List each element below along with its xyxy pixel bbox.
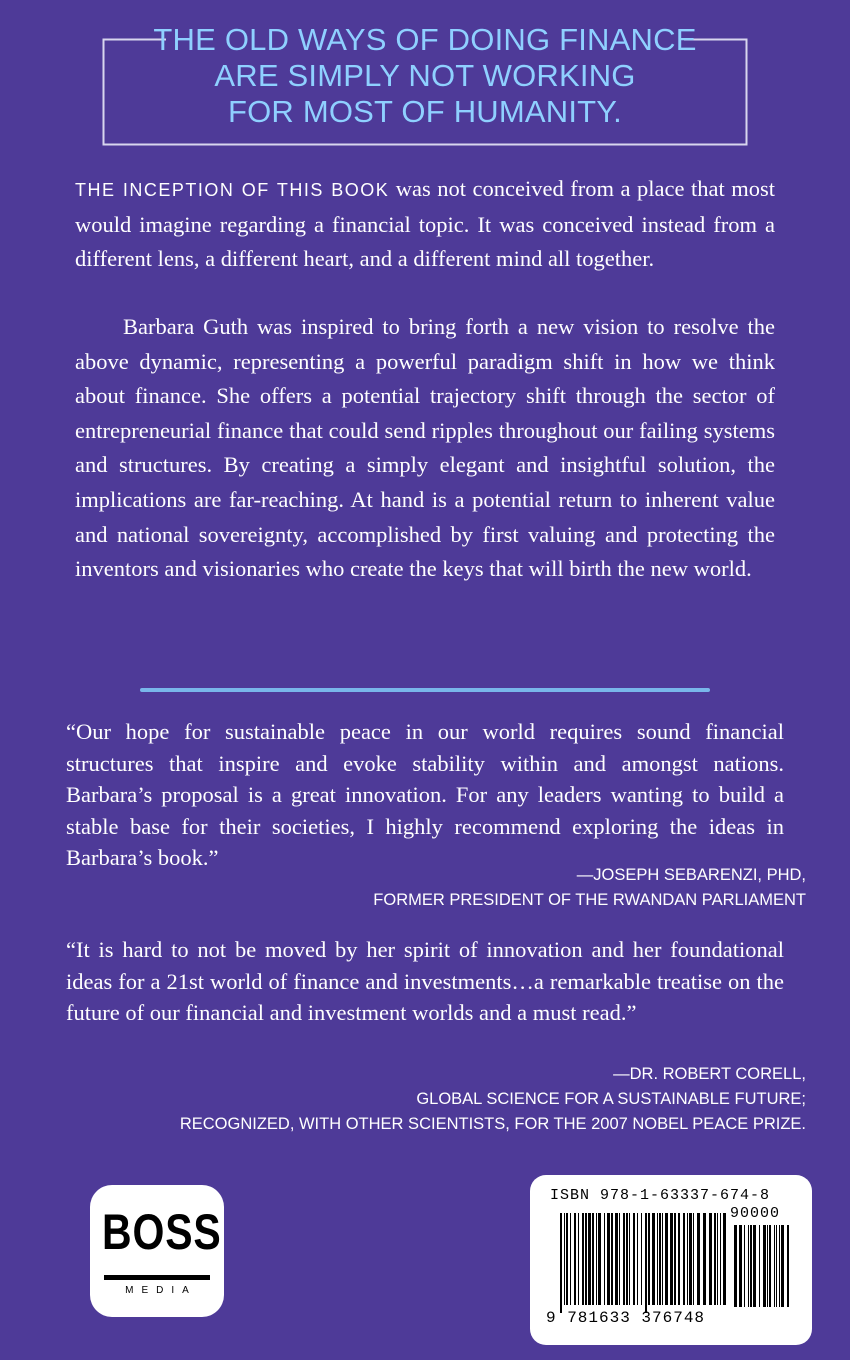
barcode-bar [781, 1225, 784, 1307]
barcode-bar [615, 1213, 618, 1305]
barcode-bar [665, 1213, 668, 1305]
endorsement-quote: “Our hope for sustainable peace in our world requires sound financial structures that inspire and evoke stability within and amongst nations. Barbara’s proposal is a great innovation. For any leaders wanting to build a stable base for their societies, I highly recommend exploring the ideas in Barbara’s book.” [66, 719, 784, 870]
barcode-bar [670, 1213, 673, 1305]
barcode-bar [703, 1213, 706, 1305]
barcode-bar [657, 1213, 658, 1305]
attribution-line: GLOBAL SCIENCE FOR A SUSTAINABLE FUTURE; [416, 1090, 806, 1108]
barcode-bar [709, 1213, 712, 1305]
barcode-bar [633, 1213, 635, 1305]
addon-barcode-bars [734, 1225, 792, 1307]
headline-line: THE OLD WAYS OF DOING FINANCE [153, 22, 697, 57]
intro-paragraph [75, 172, 775, 277]
barcode-bar [596, 1213, 597, 1305]
description-text: Barbara Guth was inspired to bring forth a new vision to resolve the above dynamic, representing a powerful paradigm shift in how we think about finance. She offers a potential trajectory shift through the sector of entrepreneurial finance that could send ripples throughout our failing systems and structures. By creating a simply elegant and insightful solution, the implications are far-reaching. At hand is a potential return to inherent value and national sovereignty, accomplished by first valuing and protecting the inventors and visionaries who create the keys that will birth the new world. [75, 314, 775, 582]
barcode-bar [578, 1213, 579, 1305]
attribution-line: RECOGNIZED, WITH OTHER SCIENTISTS, FOR THE 2007 NOBEL PEACE PRIZE. [179, 1115, 806, 1133]
barcode-bar [767, 1225, 768, 1307]
barcode-bar [598, 1213, 601, 1305]
barcode-bar [776, 1225, 777, 1307]
barcode-bar [739, 1225, 742, 1307]
barcode-bar [645, 1213, 647, 1313]
barcode-bar [734, 1225, 737, 1307]
barcode-bar [693, 1213, 694, 1305]
barcode-bar [697, 1213, 700, 1305]
logo-rule [104, 1275, 210, 1280]
barcode-bar [585, 1213, 587, 1305]
headline [0, 22, 850, 130]
barcode-bar [641, 1213, 642, 1305]
barcode-bar [623, 1213, 625, 1305]
attribution-line: —DR. ROBERT CORELL, [613, 1065, 806, 1083]
intro-text: was not conceived from a place that most would imagine regarding a financial topic. It was conceived instead from a different lens, a different heart, and a different mind all together. [75, 176, 776, 272]
barcode-digits: 9 781633 376748 [546, 1309, 706, 1327]
barcode-bar [779, 1225, 780, 1307]
barcode-bar [714, 1213, 716, 1305]
attribution-line: FORMER PRESIDENT OF THE RWANDAN PARLIAMENT [373, 891, 806, 909]
barcode-bars [560, 1213, 728, 1313]
barcode-bar [723, 1213, 726, 1305]
barcode-bar [787, 1225, 789, 1307]
barcode-bar [659, 1213, 661, 1305]
barcode-bar [560, 1213, 562, 1313]
barcode-bar [619, 1213, 620, 1305]
barcode-bar [629, 1213, 630, 1305]
barcode-bar [662, 1213, 663, 1305]
intro-lead: THE INCEPTION OF THIS BOOK [75, 180, 390, 200]
barcode-bar [678, 1213, 680, 1305]
barcode-bar [687, 1213, 688, 1305]
barcode-bar [753, 1225, 756, 1307]
description-paragraph [75, 310, 775, 587]
barcode-bar [566, 1213, 568, 1305]
barcode-bar [637, 1213, 638, 1305]
isbn-barcode [530, 1175, 812, 1345]
divider [140, 688, 710, 692]
barcode-bar [744, 1225, 745, 1307]
barcode-bar [717, 1213, 718, 1305]
endorsement-attribution [180, 1062, 806, 1137]
publisher-name: BOSS [102, 1204, 222, 1260]
endorsement-attribution [373, 863, 806, 913]
barcode-bar [748, 1225, 749, 1307]
headline-line: FOR MOST OF HUMANITY. [227, 94, 623, 129]
barcode-bar [759, 1225, 760, 1307]
barcode-bar [582, 1213, 584, 1305]
barcode-bar [570, 1213, 571, 1305]
barcode-bar [592, 1213, 594, 1305]
barcode-bar [607, 1213, 610, 1305]
barcode-bar [683, 1213, 685, 1305]
barcode-bar [720, 1213, 721, 1305]
isbn-label: ISBN 978-1-63337-674-8 [550, 1187, 771, 1204]
headline-line: ARE SIMPLY NOT WORKING [214, 58, 636, 93]
price-code: 90000 [730, 1205, 781, 1222]
barcode-bar [564, 1213, 565, 1305]
barcode-bar [774, 1225, 775, 1307]
barcode-bar [652, 1213, 655, 1305]
barcode-bar [763, 1225, 766, 1307]
endorsement-quote: “It is hard to not be moved by her spirit of innovation and her foundational ideas for a 21st world of finance and investments…a remarkable treatise on the future of our financial and investment worlds and a must read.” [66, 937, 784, 1025]
barcode-bar [604, 1213, 605, 1305]
barcode-bar [769, 1225, 771, 1307]
barcode-bar [689, 1213, 692, 1305]
barcode-bar [750, 1225, 752, 1307]
attribution-line: —JOSEPH SEBARENZI, PHD, [576, 866, 806, 884]
barcode-bar [611, 1213, 613, 1305]
barcode-bar [588, 1213, 591, 1305]
publisher-logo [90, 1185, 224, 1317]
barcode-bar [626, 1213, 628, 1305]
publisher-tagline: MEDIA [125, 1285, 197, 1296]
barcode-bar [574, 1213, 576, 1305]
barcode-bar [674, 1213, 676, 1305]
barcode-bar [648, 1213, 650, 1305]
